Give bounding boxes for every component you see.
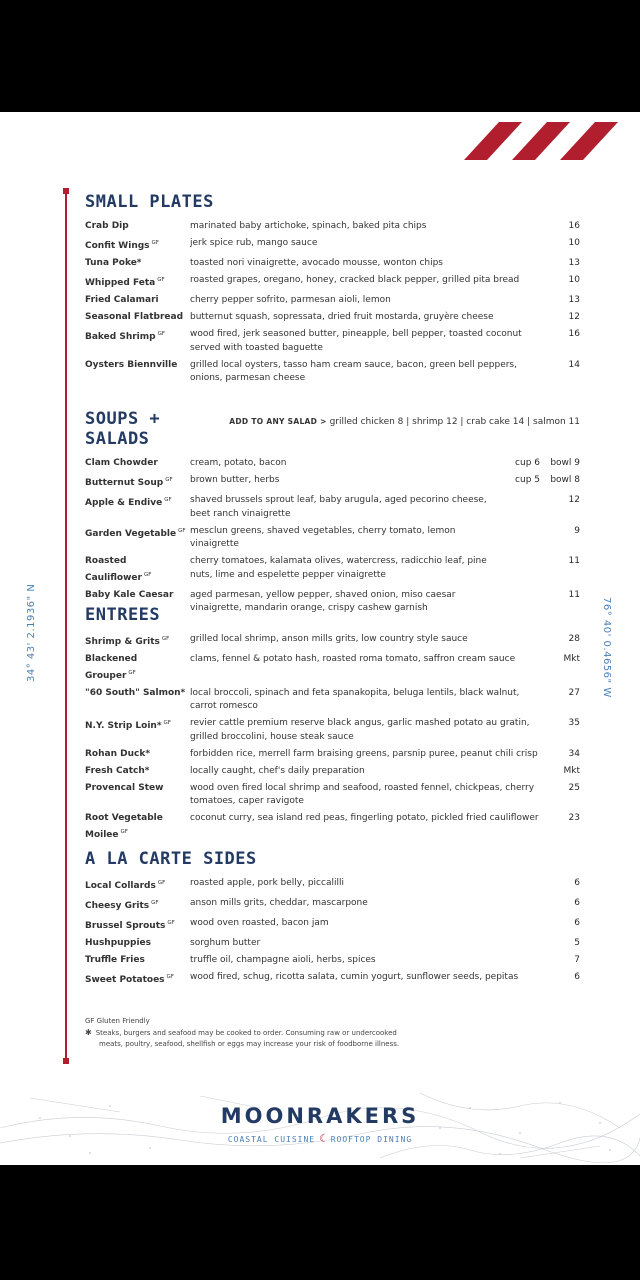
item-name-text: Baby Kale Caesar [85,589,174,600]
item-description: wood fired, jerk seasoned butter, pineapple, bell pepper, toasted coconut served with toasted baguette [190,329,522,353]
item-description: truffle oil, champagne aioli, herbs, spices [190,955,376,965]
item-price: 16 [568,329,580,339]
gf-badge: GF [128,669,136,676]
gf-badge: GF [164,497,172,503]
item-description: wood oven fired local shrimp and seafood, roasted fennel, chickpeas, cherry tomatoes, caper ravigote [190,782,535,806]
item-description: mesclun greens, shaved vegetables, cherry tomato, lemon vinaigrette [190,525,456,549]
item-name-text: Butternut Soup [85,478,164,488]
item-name [85,328,190,345]
gf-badge: GF [163,720,171,726]
red-stripes-decoration [464,122,630,160]
soups-salads-section [85,409,580,619]
item-name-text: Rohan Duck* [85,748,151,759]
menu-item [85,917,580,934]
gf-badge: GF [166,974,174,980]
item-name [85,897,190,914]
menu-item [85,877,580,894]
item-name [85,812,190,842]
menu-item [85,748,580,762]
raw-food-warning-2: meats, poultry, seafood, shellfish or eggs may increase your risk of foodborne illness. [99,1040,400,1048]
menu-item [85,257,580,271]
red-vertical-rule [65,188,67,1064]
menu-item [85,555,580,585]
salad-addons [229,417,580,427]
item-description: anson mills grits, cheddar, mascarpone [190,898,368,908]
gf-note: GF Gluten Friendly [85,1017,150,1025]
item-price: 23 [568,813,580,823]
item-description: grilled local shrimp, anson mills grits, low country style sauce [190,634,468,644]
gf-badge: GF [143,571,152,578]
raw-food-warning: Steaks, burgers and seafood may be cooked to order. Consuming raw or undercooked [95,1029,397,1037]
menu-item [85,653,580,683]
item-price: bowl 8 [550,475,580,485]
item-name-text: Tuna Poke* [85,258,142,268]
item-name [85,457,190,471]
latitude-label: 34° 43' 2.1936" N [26,583,37,682]
addon-options: grilled chicken 8 | shrimp 12 | crab cake 14 | salmon 11 [329,417,580,427]
cup-price: cup 5 [515,475,540,485]
menu-page [0,112,640,1165]
menu-item [85,359,580,386]
gf-badge: GF [161,636,170,642]
crescent-moon-icon: ☾ [319,1132,327,1145]
gf-badge: GF [151,240,159,246]
item-price: 13 [568,295,580,305]
item-name-text: Cheesy Grits [85,901,150,911]
item-name-text: Clam Chowder [85,458,158,468]
menu-item [85,274,580,291]
item-description: cream, potato, bacon [190,458,287,468]
item-price: 6 [574,972,580,982]
item-name [85,257,190,271]
gf-badge: GF [157,277,165,283]
item-price: 7 [574,955,580,965]
item-description: wood fired, schug, ricotta salata, cumin yogurt, sunflower seeds, pepitas [190,972,519,982]
item-description: wood oven roasted, bacon jam [190,918,329,928]
menu-item [85,328,580,355]
asterisk-icon: ✱ [85,1028,92,1037]
item-price: 6 [574,898,580,908]
cup-price: cup 6 [515,458,540,468]
item-name [85,717,190,734]
item-name [85,687,190,701]
item-price: 28 [568,634,580,644]
item-price: Mkt [563,654,580,664]
tagline-right: ROOFTOP DINING [330,1135,413,1144]
entrees-section [85,605,580,846]
item-name-text: Truffle Fries [85,955,145,965]
small-plates-section [85,192,580,389]
menu-item [85,311,580,325]
menu-item [85,494,580,521]
item-description: jerk spice rub, mango sauce [190,238,318,248]
menu-item [85,937,580,951]
item-price: 14 [568,359,580,370]
item-price: 9 [574,525,580,536]
item-price: bowl 9 [550,458,580,468]
item-description: brown butter, herbs [190,475,280,485]
gf-badge: GF [178,527,186,534]
item-name-text: Sweet Potatoes [85,975,165,985]
gf-badge: GF [151,900,159,906]
item-name-text: Root Vegetable Moilee [85,813,163,840]
item-price: 12 [568,495,580,505]
item-description: toasted nori vinaigrette, avocado mousse, wonton chips [190,258,443,268]
menu-item [85,294,580,308]
item-name [85,274,190,291]
item-name [85,782,190,796]
item-description: local broccoli, spinach and feta spanakopita, beluga lentils, black walnut, carrot romesco [190,687,520,711]
item-name [85,220,190,234]
item-name-text: Apple & Endive [85,498,163,508]
section-title: ENTREES [85,605,161,625]
item-name [85,633,190,650]
item-price: 11 [568,556,580,566]
item-price: 27 [568,687,580,698]
section-title: SMALL PLATES [85,192,214,212]
item-description: locally caught, chef's daily preparation [190,765,365,776]
item-description: butternut squash, sopressata, dried fruit mostarda, gruyère cheese [190,312,494,322]
item-name-text: "60 South" Salmon* [85,687,186,698]
menu-item [85,457,580,471]
item-name [85,971,190,988]
item-name-text: Local Collards [85,881,156,891]
item-price: 35 [568,718,580,728]
item-description: cherry pepper sofrito, parmesan aioli, lemon [190,295,391,305]
item-name-text: Confit Wings [85,241,150,251]
item-price: 12 [568,312,580,322]
item-description: forbidden rice, merrell farm braising greens, parsnip puree, peanut chili crisp [190,748,538,759]
gf-badge: GF [167,920,175,926]
item-price: 10 [568,238,580,248]
item-description: grilled local oysters, tasso ham cream sauce, bacon, green bell peppers, onions, parmesan cheese [190,359,517,383]
item-price: 13 [568,258,580,268]
brand-logo [0,1104,640,1145]
item-name-text: Provencal Stew [85,782,164,793]
item-name-text: Crab Dip [85,221,129,231]
item-name-text: Brussel Sprouts [85,921,166,931]
item-description: coconut curry, sea island red peas, fingerling potato, pickled fried cauliflower [190,813,539,823]
menu-item [85,717,580,744]
menu-item [85,237,580,254]
item-name [85,589,190,603]
item-name-text: Whipped Feta [85,278,156,288]
item-price: 5 [574,938,580,948]
item-name-text: Shrimp & Grits [85,637,160,647]
item-name [85,311,190,325]
item-description: roasted apple, pork belly, piccalilli [190,878,344,888]
item-name [85,494,190,511]
item-name [85,917,190,934]
longitude-label: 76° 40' 0.4656" W [601,597,612,698]
item-name-text: Baked Shrimp [85,332,156,342]
item-name-text: Fresh Catch* [85,765,150,776]
menu-item [85,954,580,968]
menu-item [85,765,580,779]
menu-item [85,525,580,552]
item-name-text: Fried Calamari [85,295,159,305]
section-title: A LA CARTE SIDES [85,849,257,869]
menu-item [85,897,580,914]
item-price: 6 [574,878,580,888]
menu-item [85,474,580,491]
item-name [85,359,190,373]
item-description: marinated baby artichoke, spinach, baked pita chips [190,221,427,231]
item-price: 34 [568,748,580,759]
item-name-text: Garden Vegetable [85,528,177,539]
tagline-left: COASTAL CUISINE [227,1135,316,1144]
item-description: shaved brussels sprout leaf, baby arugula, aged pecorino cheese, beet ranch vinaigrette [190,495,487,519]
item-name-text: Roasted Cauliflower [85,556,142,583]
menu-item [85,812,580,842]
item-name [85,525,190,542]
item-name [85,765,190,779]
item-name-text: N.Y. Strip Loin* [85,721,162,731]
item-description: roasted grapes, oregano, honey, cracked black pepper, grilled pita bread [190,275,520,285]
item-price: 11 [568,589,580,600]
brand-name: MOONRAKERS [220,1104,420,1128]
item-price: 25 [568,782,580,793]
item-name [85,954,190,968]
addon-label: ADD TO ANY SALAD > [229,417,327,426]
item-name-text: Blackened Grouper [85,654,138,681]
item-price: 6 [574,918,580,928]
item-name [85,555,190,585]
item-description: cherry tomatoes, kalamata olives, watercress, radicchio leaf, pine nuts, lime and espelette pepper vinaigrette [190,556,487,580]
gf-badge: GF [157,880,166,886]
menu-item [85,971,580,988]
gf-badge: GF [157,331,166,337]
item-description: sorghum butter [190,938,261,948]
item-name-text: Seasonal Flatbread [85,312,184,322]
section-title: SOUPS + SALADS [85,409,161,449]
item-price: 16 [568,221,580,231]
item-description: clams, fennel & potato hash, roasted roma tomato, saffron cream sauce [190,654,516,664]
item-description: aged parmesan, yellow pepper, shaved onion, miso caesar vinaigrette, mandarin orange, crispy cashew garnish [190,589,456,613]
item-name [85,237,190,254]
gf-badge: GF [165,477,173,483]
item-price: 10 [568,275,580,285]
item-name-text: Oysters Biennville [85,359,178,370]
gf-badge: GF [120,828,128,835]
menu-item [85,687,580,714]
sides-section [85,849,580,991]
menu-notes [85,1016,399,1050]
item-price: Mkt [563,765,580,776]
item-name [85,748,190,762]
menu-item [85,782,580,809]
item-name [85,474,190,491]
item-description: revier cattle premium reserve black angus, garlic mashed potato au gratin, grilled broccolini, house steak sauce [190,718,530,742]
menu-item [85,633,580,650]
item-name [85,937,190,951]
brand-tagline [0,1132,640,1145]
item-name [85,294,190,308]
item-name-text: Hushpuppies [85,938,151,948]
menu-item [85,220,580,234]
item-name [85,653,190,683]
item-name [85,877,190,894]
